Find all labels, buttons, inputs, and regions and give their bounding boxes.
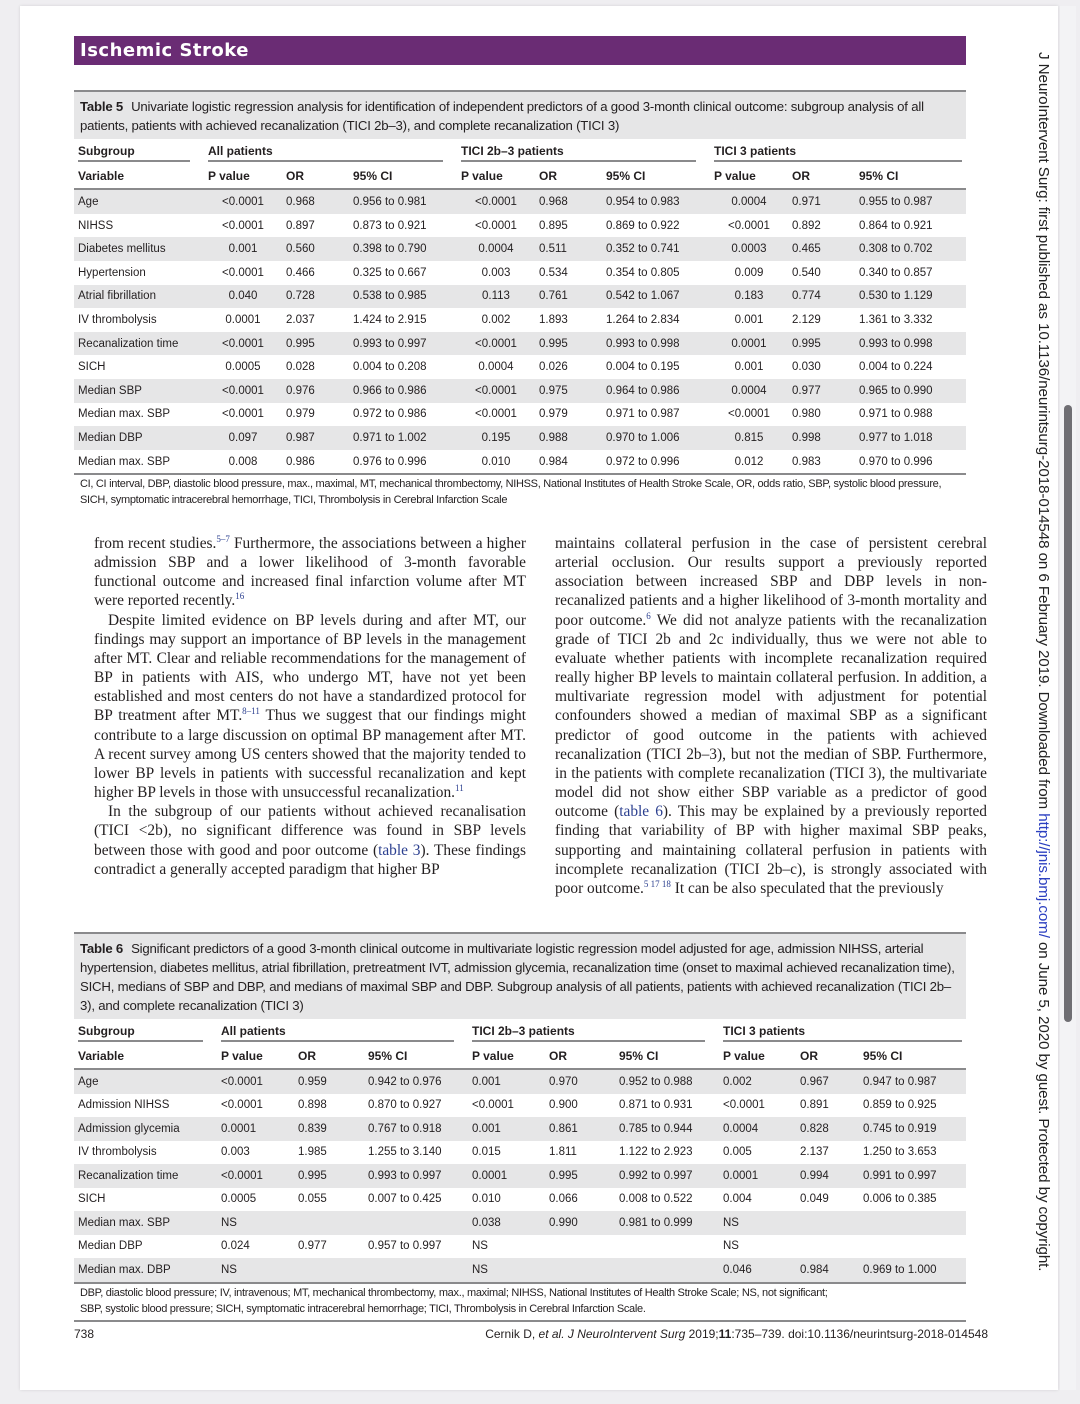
value-cell: 0.009	[734, 266, 764, 279]
variable-cell: Median DBP	[74, 426, 204, 450]
value-cell: 0.008 to 0.522	[619, 1193, 693, 1206]
value-cell: 0.968	[535, 189, 602, 214]
value-cell: 0.984	[796, 1258, 859, 1283]
value-cell: 0.001	[468, 1069, 545, 1094]
table-row	[74, 261, 966, 285]
value-cell: 0.979	[539, 408, 568, 421]
table-6-label: Table 6	[80, 941, 124, 956]
value-cell: 0.0004	[478, 361, 514, 374]
value-cell: 0.465	[788, 237, 855, 261]
value-cell: <0.0001	[728, 219, 770, 232]
value-cell: 0.971 to 0.988	[859, 408, 933, 421]
table-6-group-row	[74, 1019, 966, 1045]
variable-cell: Recanalization time	[74, 1164, 217, 1188]
value-cell: 0.971 to 0.987	[606, 408, 680, 421]
value-cell: 0.828	[796, 1117, 859, 1141]
value-cell: 0.959	[294, 1069, 364, 1094]
value-cell: 0.815	[710, 426, 788, 450]
value-cell	[615, 1258, 719, 1283]
value-cell: 0.761	[535, 285, 602, 309]
table-5-caption: Table 5 Univariate logistic regression analysis for identification of independent predictors of a good 3-month clinical outcome: subgroup analysis of all patients, patients with achieved recanalization (TICI 2b–3), and complete recanalization (TICI 3)	[74, 90, 966, 139]
value-cell: 0.026	[539, 361, 568, 374]
table-6-column-row	[74, 1045, 966, 1070]
value-cell: 0.971	[788, 189, 855, 214]
value-cell: 0.004 to 0.208	[353, 361, 427, 374]
value-cell	[615, 1235, 719, 1259]
value-cell: 0.195	[457, 426, 535, 450]
table-row	[74, 1117, 966, 1141]
value-cell: 0.0004	[710, 379, 788, 403]
value-cell: 0.972 to 0.996	[602, 450, 710, 475]
table-row	[74, 285, 966, 309]
value-cell: 0.983	[788, 450, 855, 475]
table-5	[74, 90, 966, 509]
table-row	[74, 237, 966, 261]
variable-cell: Admission glycemia	[74, 1117, 217, 1141]
value-cell: 0.538 to 0.985	[349, 285, 457, 309]
value-cell: 1.250 to 3.653	[863, 1146, 937, 1159]
variable-cell: Median max. SBP	[74, 1211, 217, 1235]
value-cell	[796, 1211, 859, 1235]
variable-cell: Median max. SBP	[78, 408, 171, 421]
value-cell: 0.977 to 1.018	[855, 426, 966, 450]
column-header: P value	[217, 1045, 294, 1070]
value-cell: 0.942 to 0.976	[364, 1069, 468, 1094]
value-cell: 0.992 to 0.997	[615, 1164, 719, 1188]
value-cell: 0.0004	[710, 189, 788, 214]
value-cell: 0.839	[294, 1117, 364, 1141]
table-6-caption: Table 6 Significant predictors of a good 3-month clinical outcome in multivariate logistic regression model adjusted for age, admission NIHSS, arterial hypertension, diabetes mellitus, atrial fibrillation, pretreatment IVT, admission glycemia, recanalization time (onset to maximal achieved recanalization time), SICH, medians of SBP and DBP, and medians of maximal SBP and DBP. Subgroup analysis of all patients, patients with achieved recanalization (TICI 2b–3), and complete recanalization (TICI 3)	[74, 932, 966, 1019]
value-cell: 0.869 to 0.922	[606, 219, 680, 232]
value-cell: 0.994	[796, 1164, 859, 1188]
value-cell: 0.976	[282, 379, 349, 403]
value-cell: 0.003	[221, 1146, 250, 1159]
value-cell: 0.785 to 0.944	[615, 1117, 719, 1141]
value-cell: 0.002	[481, 313, 511, 326]
value-cell: 0.870 to 0.927	[368, 1099, 442, 1112]
value-cell	[364, 1211, 468, 1235]
column-header: 95% CI	[602, 165, 710, 190]
value-cell: 0.010	[457, 450, 535, 475]
table-5-column-row	[74, 165, 966, 190]
value-cell: 0.354 to 0.805	[606, 266, 680, 279]
column-header: OR	[282, 165, 349, 190]
value-cell	[545, 1258, 615, 1283]
table-6-grid	[74, 1019, 966, 1284]
column-header: P value	[710, 165, 788, 190]
table-row	[74, 426, 966, 450]
value-cell: 0.965 to 0.990	[855, 379, 966, 403]
value-cell: 0.012	[710, 450, 788, 475]
column-header: OR	[796, 1045, 859, 1070]
value-cell: 0.966 to 0.986	[349, 379, 457, 403]
value-cell: 1.255 to 3.140	[368, 1146, 442, 1159]
value-cell: 0.975	[535, 379, 602, 403]
paragraph: maintains collateral perfusion in the case of persistent cerebral arterial occlusion. Our results support a previously reported association between increased SBP and DBP levels in non-recanalized patients and a higher likelihood of 3-month mortality and poor outcome.$^6$ We did not analyze patients with the recanalization grade of TICI 2b and 2c individually, thus we were not able to evaluate whether patients with incomplete recanalization required really higher BP levels to maintain collateral perfusion. In addition, a multivariate regression model with adjustment for potential confounders showed a median of maximal SBP as a significant predictor of good outcome in the patients with achieved recanalization (TICI 2b–3), but not the median of SBP. Furthermore, in the patients with complete recanalization (TICI 3), the multivariate model did not show either SBP variable as a predictor of good outcome (table 6). This may be explained by a previously reported finding that variability of BP with higher maximal SBP peaks, supporting and maintaining collateral perfusion in patients with incomplete recanalization (TICI 2b–c), is strongly associated with poor outcome.$^{5 17 18}$ It can be also speculated that the previously	[555, 535, 988, 897]
value-cell: 0.864 to 0.921	[859, 219, 933, 232]
section-header: Ischemic Stroke	[74, 36, 966, 65]
value-cell: <0.0001	[222, 408, 264, 421]
column-header: Variable	[74, 165, 204, 190]
column-header: OR	[294, 1045, 364, 1070]
value-cell: 0.542 to 1.067	[602, 285, 710, 309]
value-cell: 0.0004	[719, 1117, 796, 1141]
value-cell: <0.0001	[472, 1099, 514, 1112]
value-cell	[859, 1211, 966, 1235]
value-cell: 0.466	[286, 266, 315, 279]
value-cell: <0.0001	[217, 1164, 294, 1188]
value-cell: <0.0001	[457, 332, 535, 356]
value-cell: <0.0001	[222, 266, 264, 279]
value-cell: 0.970	[545, 1069, 615, 1094]
value-cell: <0.0001	[221, 1099, 263, 1112]
group-header: TICI 3 patients	[714, 144, 962, 162]
footer-divider	[74, 1320, 966, 1322]
table-6	[74, 932, 966, 1318]
value-cell: 0.995	[294, 1164, 364, 1188]
table-5-footnote: CI, CI interval, DBP, diastolic blood pressure, max., maximal, MT, mechanical thrombectomy, NIHSS, National Institutes of Health Stroke Scale, OR, odds ratio, SBP, systolic blood pressure, SICH, symptomatic intracerebral hemorrhage, TICI, Thrombolysis in Cerebral Infarction Scale	[80, 478, 942, 507]
value-cell: 0.990	[545, 1211, 615, 1235]
value-cell: 0.004 to 0.195	[606, 361, 680, 374]
value-cell: 0.0004	[457, 237, 535, 261]
column-header: 95% CI	[364, 1045, 468, 1070]
value-cell: 0.001	[734, 361, 764, 374]
variable-cell: Median max. DBP	[74, 1258, 217, 1283]
table-5-grid	[74, 139, 966, 475]
table-row	[74, 1211, 966, 1235]
value-cell: NS	[472, 1240, 488, 1253]
value-cell: 0.066	[549, 1193, 578, 1206]
value-cell: 0.001	[468, 1117, 545, 1141]
variable-cell: Age	[74, 189, 204, 214]
value-cell: 0.967	[796, 1069, 859, 1094]
value-cell: 0.0001	[719, 1164, 796, 1188]
value-cell	[545, 1235, 615, 1259]
page-number: 738	[74, 1327, 95, 1341]
value-cell: 1.985	[298, 1146, 327, 1159]
value-cell: 0.954 to 0.983	[602, 189, 710, 214]
variable-cell: IV thrombolysis	[78, 1146, 157, 1159]
value-cell: 0.015	[472, 1146, 501, 1159]
value-cell: 0.900	[549, 1099, 578, 1112]
value-cell: 0.861	[545, 1117, 615, 1141]
value-cell	[796, 1235, 859, 1259]
value-cell: 0.005	[723, 1146, 752, 1159]
table-row	[74, 1164, 966, 1188]
value-cell: 0.006 to 0.385	[863, 1193, 937, 1206]
table-row	[74, 189, 966, 214]
value-cell: <0.0001	[723, 1099, 765, 1112]
citation-link[interactable]: 8–11	[242, 706, 260, 717]
value-cell: 0.859 to 0.925	[863, 1099, 937, 1112]
group-header: TICI 2b–3 patients	[461, 144, 696, 162]
citation-link[interactable]: 5–7	[216, 534, 230, 544]
value-cell: 0.969 to 1.000	[859, 1258, 966, 1283]
value-cell: 0.871 to 0.931	[619, 1099, 693, 1112]
variable-cell: Atrial fibrillation	[74, 285, 204, 309]
value-cell: <0.0001	[728, 408, 770, 421]
column-header: 95% CI	[615, 1045, 719, 1070]
column-header: OR	[535, 165, 602, 190]
variable-cell: SICH	[78, 1193, 106, 1206]
value-cell	[859, 1235, 966, 1259]
value-cell: 1.893	[539, 313, 568, 326]
value-cell: 0.895	[539, 219, 568, 232]
value-cell: 0.986	[282, 450, 349, 475]
value-cell: 0.970 to 1.006	[602, 426, 710, 450]
value-cell: <0.0001	[457, 379, 535, 403]
citation-link[interactable]: 16	[235, 591, 245, 602]
value-cell: 0.0005	[225, 361, 261, 374]
value-cell: 0.995	[545, 1164, 615, 1188]
table-row	[74, 1069, 966, 1094]
column-header: P value	[468, 1045, 545, 1070]
paragraph: Despite limited evidence on BP levels during and after MT, our findings may support an importance of BP levels in the management after MT. Clear and reliable recommendations for the management of BP in patients with AIS, who undergo MT, have not yet been established and most centers do not have a standardized protocol for BP treatment after MT.$^{8-11}$ Thus we suggest that our findings might contribute to a large discussion on optimal BP management after MT. A recent survey among US centers showed that the majority tended to lower BP levels in patients with successful recanalization and kept higher BP levels in those with unsuccessful recanalization.$^{11}$	[94, 611, 526, 802]
body-column-right	[555, 534, 987, 898]
table-row	[74, 308, 966, 332]
value-cell: 0.995	[788, 332, 855, 356]
value-cell: 0.004 to 0.224	[859, 361, 933, 374]
column-header: 95% CI	[855, 165, 966, 190]
value-cell: NS	[217, 1211, 294, 1235]
value-cell	[364, 1258, 468, 1283]
value-cell: 0.340 to 0.857	[859, 266, 933, 279]
variable-cell: Admission NIHSS	[78, 1099, 170, 1112]
value-cell: 0.993 to 0.997	[364, 1164, 468, 1188]
value-cell: 1.264 to 2.834	[606, 313, 680, 326]
column-header: P value	[457, 165, 535, 190]
value-cell: 0.003	[481, 266, 511, 279]
column-header: OR	[545, 1045, 615, 1070]
variable-cell: SICH	[78, 361, 106, 374]
value-cell: 0.993 to 0.998	[855, 332, 966, 356]
column-header: OR	[788, 165, 855, 190]
variable-cell: Median max. SBP	[74, 450, 204, 475]
value-cell: 0.001	[204, 237, 282, 261]
group-header: Subgroup	[78, 144, 190, 162]
value-cell: 0.968	[282, 189, 349, 214]
value-cell	[294, 1211, 364, 1235]
value-cell: 0.971 to 1.002	[349, 426, 457, 450]
value-cell: 2.037	[286, 313, 315, 326]
side-copyright-note: J NeuroIntervent Surg: first published as 10.1136/neurintsurg-2018-014548 on 6 February 2019. Downloaded from http://jnis.bmj.com/ on June 5, 2020 by guest. Protected by copyright.	[1035, 52, 1052, 1272]
value-cell: 0.511	[535, 237, 602, 261]
value-cell: 0.352 to 0.741	[602, 237, 710, 261]
value-cell: 0.046	[719, 1258, 796, 1283]
variable-cell: Median SBP	[74, 379, 204, 403]
value-cell: 0.308 to 0.702	[855, 237, 966, 261]
table-5-label: Table 5	[80, 99, 124, 114]
value-cell: NS	[468, 1258, 545, 1283]
value-cell: 0.008	[204, 450, 282, 475]
value-cell: 0.988	[535, 426, 602, 450]
value-cell: 0.540	[792, 266, 821, 279]
table-6-link[interactable]: table 6	[619, 803, 663, 821]
value-cell: 0.956 to 0.981	[349, 189, 457, 214]
value-cell: 0.891	[800, 1099, 829, 1112]
variable-cell: Age	[74, 1069, 217, 1094]
variable-cell: IV thrombolysis	[78, 313, 157, 326]
value-cell: NS	[217, 1258, 294, 1283]
value-cell: 0.993 to 0.997	[349, 332, 457, 356]
group-header: TICI 3 patients	[723, 1024, 962, 1042]
value-cell: 0.976 to 0.996	[349, 450, 457, 475]
value-cell: 0.995	[535, 332, 602, 356]
value-cell: 0.957 to 0.997	[368, 1240, 442, 1253]
value-cell: 0.964 to 0.986	[602, 379, 710, 403]
value-cell: 0.560	[282, 237, 349, 261]
value-cell: 0.030	[792, 361, 821, 374]
value-cell: 0.0001	[217, 1117, 294, 1141]
table-row	[74, 332, 966, 356]
value-cell: 0.952 to 0.988	[615, 1069, 719, 1094]
value-cell: <0.0001	[204, 332, 282, 356]
group-header: Subgroup	[78, 1024, 203, 1042]
value-cell: 2.129	[792, 313, 821, 326]
value-cell: 0.970 to 0.996	[855, 450, 966, 475]
group-header: All patients	[208, 144, 443, 162]
value-cell: 0.984	[535, 450, 602, 475]
table-row	[74, 1235, 966, 1259]
column-header: P value	[204, 165, 282, 190]
citation-link[interactable]: 5 17 18	[643, 878, 671, 889]
table-row	[74, 214, 966, 238]
value-cell: 0.0001	[710, 332, 788, 356]
value-cell: 0.892	[792, 219, 821, 232]
paragraph: from recent studies.$^{5-7}$ Furthermore, the associations between a higher admission SBP and a lower likelihood of 3-month favorable functional outcome and increased final infarction volume after MT were reported recently.$^{16}$	[94, 534, 526, 610]
value-cell: 0.972 to 0.986	[353, 408, 427, 421]
body-column-left	[94, 534, 526, 879]
value-cell: <0.0001	[457, 189, 535, 214]
table-row	[74, 1094, 966, 1118]
value-cell: <0.0001	[475, 408, 517, 421]
table-5-group-row	[74, 139, 966, 165]
value-cell: 1.361 to 3.332	[859, 313, 933, 326]
value-cell: 0.001	[734, 313, 764, 326]
value-cell: <0.0001	[204, 189, 282, 214]
variable-cell: NIHSS	[78, 219, 114, 232]
variable-cell: Hypertension	[78, 266, 146, 279]
table-row	[74, 1258, 966, 1283]
table-row	[74, 403, 966, 427]
value-cell: 0.993 to 0.998	[602, 332, 710, 356]
value-cell: 0.955 to 0.987	[855, 189, 966, 214]
value-cell: 1.122 to 2.923	[619, 1146, 693, 1159]
table-row	[74, 1141, 966, 1165]
value-cell: 0.873 to 0.921	[353, 219, 427, 232]
value-cell: 0.0003	[710, 237, 788, 261]
value-cell: 0.004	[723, 1193, 752, 1206]
citation-link[interactable]: 6	[646, 610, 651, 621]
value-cell: 0.977	[298, 1240, 327, 1253]
value-cell: 0.002	[719, 1069, 796, 1094]
table-row	[74, 450, 966, 475]
value-cell	[294, 1258, 364, 1283]
value-cell: 0.898	[298, 1099, 327, 1112]
table-3-link[interactable]: table 3	[378, 841, 421, 859]
value-cell: 0.038	[468, 1211, 545, 1235]
column-header: 95% CI	[859, 1045, 966, 1070]
table-row	[74, 1188, 966, 1212]
value-cell: 0.028	[286, 361, 315, 374]
value-cell: 0.980	[792, 408, 821, 421]
value-cell: <0.0001	[222, 219, 264, 232]
value-cell: NS	[723, 1240, 739, 1253]
value-cell: 0.987	[282, 426, 349, 450]
value-cell: 0.0001	[225, 313, 261, 326]
jnis-link[interactable]: http://jnis.bmj.com/	[1035, 813, 1052, 938]
value-cell: 0.998	[788, 426, 855, 450]
value-cell: 0.991 to 0.997	[859, 1164, 966, 1188]
value-cell: 1.424 to 2.915	[353, 313, 427, 326]
value-cell: 0.398 to 0.790	[349, 237, 457, 261]
value-cell: <0.0001	[475, 219, 517, 232]
value-cell: 0.0001	[468, 1164, 545, 1188]
value-cell: 0.097	[204, 426, 282, 450]
value-cell: 0.055	[298, 1193, 327, 1206]
value-cell: 0.897	[286, 219, 315, 232]
value-cell: 0.981 to 0.999	[615, 1211, 719, 1235]
value-cell: 0.767 to 0.918	[364, 1117, 468, 1141]
value-cell: 0.183	[710, 285, 788, 309]
value-cell: 0.024	[221, 1240, 250, 1253]
variable-cell: Recanalization time	[74, 332, 204, 356]
value-cell: 0.007 to 0.425	[368, 1193, 442, 1206]
table-row	[74, 379, 966, 403]
group-header: TICI 2b–3 patients	[472, 1024, 705, 1042]
scrollbar-thumb[interactable]	[1064, 405, 1072, 1022]
variable-cell: Median DBP	[78, 1240, 143, 1253]
value-cell: NS	[719, 1211, 796, 1235]
value-cell: 0.010	[472, 1193, 501, 1206]
value-cell: 0.774	[788, 285, 855, 309]
value-cell: 2.137	[800, 1146, 829, 1159]
table-row	[74, 355, 966, 379]
citation-link[interactable]: 11	[455, 783, 464, 794]
value-cell: 0.113	[457, 285, 535, 309]
value-cell: 0.0005	[221, 1193, 257, 1206]
column-header: 95% CI	[349, 165, 457, 190]
value-cell: 0.745 to 0.919	[859, 1117, 966, 1141]
column-header: P value	[719, 1045, 796, 1070]
value-cell: 0.049	[800, 1193, 829, 1206]
value-cell: 0.977	[788, 379, 855, 403]
variable-cell: Diabetes mellitus	[74, 237, 204, 261]
value-cell: 0.325 to 0.667	[353, 266, 427, 279]
value-cell: 0.534	[539, 266, 568, 279]
value-cell: 0.728	[282, 285, 349, 309]
column-header: Variable	[74, 1045, 217, 1070]
value-cell: 1.811	[549, 1146, 577, 1159]
value-cell: <0.0001	[204, 379, 282, 403]
citation: Cernik D, et al. J NeuroIntervent Surg 2019;11:735–739. doi:10.1136/neurintsurg-2018-014548	[485, 1327, 988, 1341]
value-cell: 0.530 to 1.129	[855, 285, 966, 309]
table-6-footnote: DBP, diastolic blood pressure; IV, intravenous; MT, mechanical thrombectomy, max., maximal; NIHSS, National Institutes of Health Stroke Scale; NS, not significant; SBP, systolic blood pressure; SICH, symptomatic intracerebral hemorrhage; TICI, Thrombolysis in Cerebral Infarction Scale.	[80, 1286, 828, 1315]
paragraph: In the subgroup of our patients without achieved recanalisation (TICI <2b), no significant difference was found in SBP levels between those with good and poor outcome (table 3). These findings contradict a generally accepted paradigm that higher BP	[94, 803, 526, 878]
value-cell: 0.947 to 0.987	[859, 1069, 966, 1094]
value-cell: <0.0001	[217, 1069, 294, 1094]
value-cell: 0.040	[204, 285, 282, 309]
value-cell: 0.995	[282, 332, 349, 356]
group-header: All patients	[221, 1024, 454, 1042]
value-cell: 0.979	[286, 408, 315, 421]
